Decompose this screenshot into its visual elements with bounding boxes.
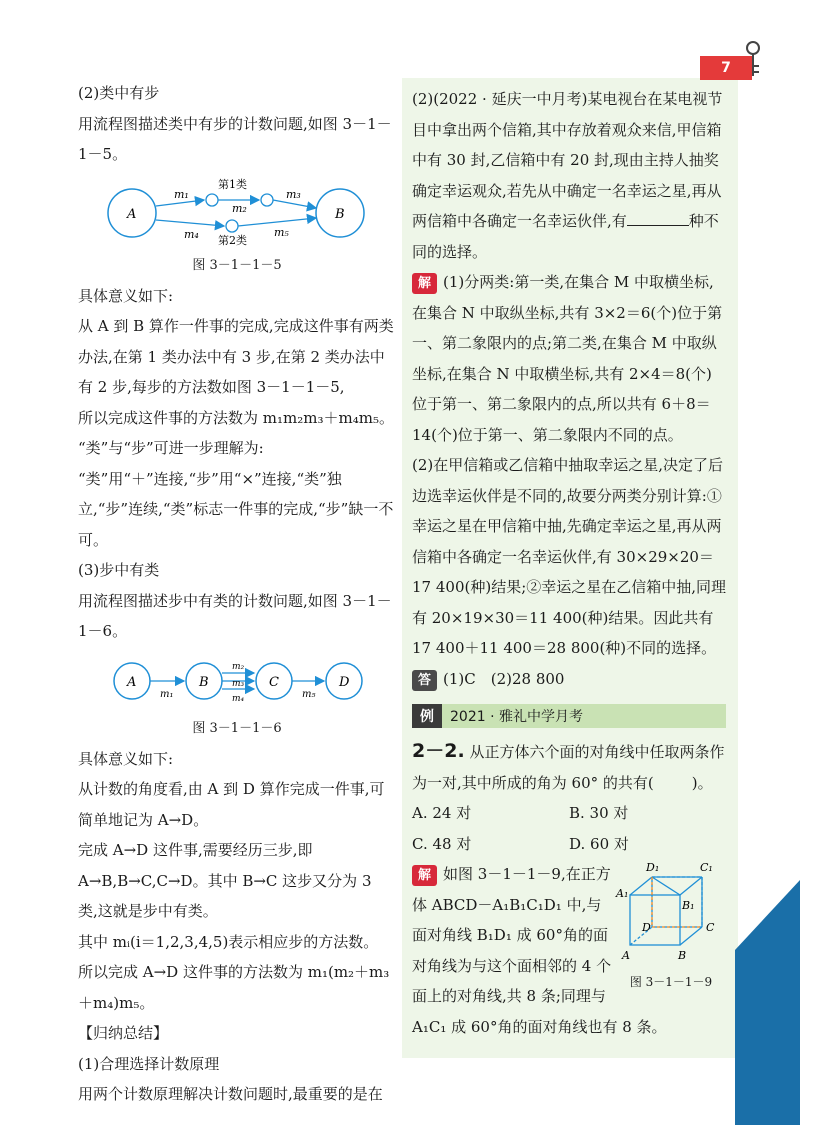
para-b1: 从计数的角度看,由 A 到 D 算作完成一件事,可简单地记为 A→D。: [78, 780, 385, 829]
cube-figure: [616, 859, 726, 990]
fig6-m4: m₄: [232, 693, 245, 704]
cube-caption: 图 3－1－1－9: [629, 975, 713, 989]
para-b4: 所以完成 A→D 这件事的方法数为 m₁(m₂＋m₃＋m₄)m₅。: [78, 963, 390, 1012]
figure-5-caption: 图 3－1－1－5: [192, 257, 282, 273]
fig6-a: A: [127, 674, 137, 690]
cube-d1: D₁: [646, 861, 660, 874]
answer-line: [412, 664, 726, 695]
solution-2: (2)在甲信箱或乙信箱中抽取幸运之星,决定了后边选幸运伙伴是不同的,故要分两类分别计算:①幸运之星在甲信箱中抽,先确定幸运之星,再从两信箱中各确定一名幸运伙伴,有 30×29×20＝17 400(种)结果;②幸运之星在乙信箱中抽,同理有 20×19×30＝11 400(种)结果。因此共有 17 400＋11 400＝28 800(种)不同的选择。: [412, 456, 727, 657]
cube-b: B: [678, 949, 687, 962]
figure-3-1-1-5: [102, 178, 372, 248]
answer-badge: 答: [412, 670, 437, 691]
fig6-b: B: [199, 674, 209, 690]
option-d: D. 60 对: [569, 834, 629, 853]
chapter-tab: [735, 880, 800, 1125]
meaning-b: 具体意义如下:: [78, 749, 174, 768]
cube-d: D: [642, 921, 651, 934]
question-2-2-number: 2－2.: [412, 740, 465, 762]
solution-1-text: (1)分两类:第一类,在集合 M 中取横坐标,在集合 N 中取纵坐标,共有 3×2＝6(个)位于第一、第二象限内的点;第二类,在集合 M 中取纵坐标,在集合 N 中取横坐标,共有 2×4＝8(个)位于第一、第二象限内的点,所以共有 6＋8＝14(个)位于第一、第二象限内不同的点。: [412, 273, 723, 444]
m3-label: m₃: [286, 187, 301, 201]
summary-2: 用两个计数原理解决计数问题时,最重要的是在: [78, 1085, 383, 1103]
fig6-m3: m₃: [232, 678, 245, 689]
fig6-m2: m₂: [232, 661, 245, 672]
question-2-text: (2)(2022 · 延庆一中月考)某电视台在某电视节目中拿出两个信箱,其中存放着观众来信,甲信箱中有 30 封,乙信箱中有 20 封,现由主持人抽奖确定幸运观众,若先从中确定一名幸运之星,再从两信箱中各确定一名幸运伙伴,有: [412, 90, 723, 230]
solution-1: [412, 267, 726, 450]
fig6-d: D: [339, 674, 350, 690]
key-icon: [740, 40, 766, 80]
example-header: [412, 704, 726, 728]
cube-c1: C₁: [700, 861, 713, 874]
para-a3: “类”与“步”可进一步理解为:: [78, 439, 264, 457]
fig6-m1: m₁: [160, 688, 174, 700]
m4-label: m₄: [184, 227, 199, 241]
para-a4: “类”用“＋”连接,“步”用“×”连接,“类”独立,“步”连续,“类”标志一件事的完成,“步”缺一不可。: [78, 469, 394, 549]
m2-label: m₂: [232, 201, 247, 215]
section-2-desc: 用流程图描述类中有步的计数问题,如图 3－1－1－5。: [78, 114, 392, 163]
para-b2: 完成 A→D 这件事,需要经历三步,即 A→B,B→C,C→D。其中 B→C 这步又分为 3 类,这就是步中有类。: [78, 841, 372, 920]
fig6-c: C: [269, 674, 279, 690]
class2-label: 第2类: [218, 233, 247, 247]
solution-badge: 解: [412, 273, 437, 294]
section-3-title: (3)步中有类: [78, 561, 160, 579]
question-2-end: 种不同的选择。: [412, 212, 719, 261]
fig6-m5: m₅: [302, 688, 316, 700]
cube-a1: A₁: [616, 887, 629, 900]
answer-text: (1)C (2)28 800: [443, 669, 565, 688]
m5-label: m₅: [274, 225, 289, 239]
solution-3: [412, 859, 726, 1042]
question-2-2-end: )。: [691, 773, 713, 792]
para-a1: 从 A 到 B 算作一件事的完成,完成这件事有两类办法,在第 1 类办法中有 3 步,在第 2 类办法中有 2 步,每步的方法数如图 3－1－1－5,: [78, 317, 394, 396]
figure-3-1-1-6: [112, 655, 362, 711]
para-a2: 所以完成这件事的方法数为 m₁m₂m₃＋m₄m₅。: [78, 408, 394, 427]
cube-diagram: [616, 859, 726, 969]
section-2-title: (2)类中有步: [78, 84, 160, 102]
para-b3: 其中 mᵢ(i＝1,2,3,4,5)表示相应步的方法数。: [78, 932, 379, 951]
question-2: [412, 84, 726, 267]
solution-3-badge: 解: [412, 865, 437, 886]
example-source: 2021 · 雅礼中学月考: [450, 709, 583, 725]
node-a-label: A: [127, 206, 137, 222]
figure-6-caption: 图 3－1－1－6: [192, 720, 282, 736]
cube-b1: B₁: [682, 899, 695, 912]
summary-title: 【归纳总结】: [78, 1024, 169, 1042]
option-c: C. 48 对: [412, 834, 472, 853]
question-2-2-text: 从正方体六个面的对角线中任取两条作为一对,其中所成的角为 60° 的共有(: [412, 743, 725, 792]
solution-3-body: 如图 3－1－1－9,在正方体 ABCD－A₁B₁C₁D₁ 中,与面对角线 B₁D₁ 成 60°角的面对角线为与这个面相邻的 4 个面上的对角线,共 8 条;同理与 A₁C₁ 成 60°角的面对角线也有 8 条。: [412, 865, 667, 1036]
answer-blank: [627, 225, 689, 226]
question-2-2: [412, 736, 726, 798]
option-b: B. 30 对: [569, 804, 629, 822]
class1-label: 第1类: [218, 177, 247, 191]
cube-a: A: [622, 949, 630, 962]
meaning-a: 具体意义如下:: [78, 286, 174, 305]
cube-c: C: [706, 921, 715, 934]
section-3-desc: 用流程图描述步中有类的计数问题,如图 3－1－1－6。: [78, 591, 392, 640]
summary-1: (1)合理选择计数原理: [78, 1054, 220, 1073]
m1-label: m₁: [174, 187, 189, 201]
chapter-label: 第三章: [803, 1020, 818, 1059]
left-column: [78, 78, 396, 1110]
options: [412, 798, 726, 859]
node-b-label: B: [335, 206, 345, 222]
right-column: [412, 84, 726, 1042]
example-tag: 例: [412, 704, 442, 728]
page-number: 7: [700, 56, 752, 80]
option-a: A. 24 对: [412, 804, 472, 822]
